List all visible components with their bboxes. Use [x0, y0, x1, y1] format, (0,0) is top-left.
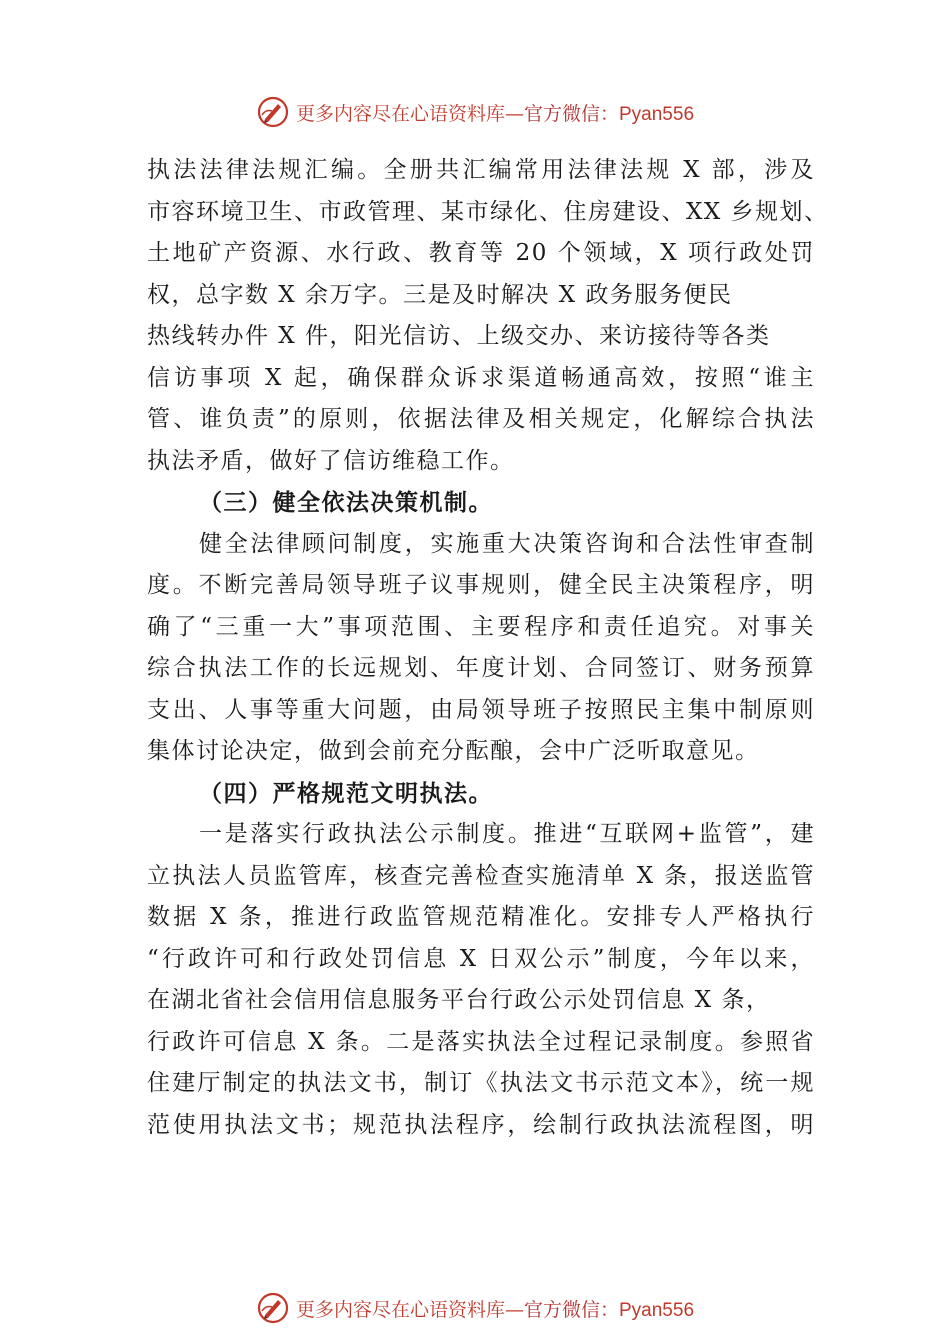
watermark-account: Pyan556: [619, 103, 695, 125]
watermark-main: 更多内容尽在心语资料库: [295, 1298, 505, 1321]
document-body: [147, 150, 829, 1146]
watermark-main: 更多内容尽在心语资料库: [295, 102, 505, 125]
watermark-text: [296, 1295, 694, 1322]
pen-logo-icon: [256, 1291, 290, 1325]
text-line: 健全法律顾问制度，实施重大决策咨询和合法性审查制: [199, 530, 815, 557]
text-line: 综合执法工作的长远规划、年度计划、合同签订、财务预算: [147, 655, 815, 681]
section-heading-4: （四）严格规范文明执法。: [199, 779, 493, 807]
watermark-banner-top: [0, 92, 950, 132]
text-line: 立执法人员监管库，核查完善检查实施清单 X 条，报送监管: [147, 862, 815, 889]
section-heading-3: （三）健全依法决策机制。: [199, 489, 493, 516]
text-line: “行政许可和行政处罚信息 X 日双公示”制度，今年以来，: [147, 945, 815, 972]
text-line: 市容环境卫生、市政管理、某市绿化、住房建设、XX 乡规划、: [147, 198, 829, 225]
text-line: 住建厅制定的执法文书，制订《执法文书示范文本》，统一规: [147, 1070, 815, 1096]
text-line: 在湖北省社会信用信息服务平台行政公示处罚信息 X 条，: [147, 987, 771, 1013]
pen-logo-icon: [256, 95, 290, 129]
watermark-account: Pyan556: [619, 1299, 695, 1321]
text-line: 土地矿产资源、水行政、教育等 20 个领域，X 项行政处罚: [147, 240, 815, 266]
watermark-banner-bottom: [0, 1288, 950, 1328]
watermark-text: [296, 99, 694, 126]
watermark-sub: 官方微信：: [523, 102, 619, 125]
watermark-separator: —: [504, 1298, 524, 1321]
text-line: 信访事项 X 起，确保群众诉求渠道畅通高效，按照“谁主: [147, 364, 815, 391]
text-line: 确了“三重一大”事项范围、主要程序和责任追究。对事关: [147, 613, 815, 640]
text-line: 支出、人事等重大问题，由局领导班子按照民主集中制原则: [147, 696, 815, 723]
text-line: 数据 X 条，推进行政监管规范精准化。安排专人严格执行: [147, 904, 815, 930]
text-line: 行政许可信息 X 条。二是落实执法全过程记录制度。参照省: [147, 1028, 815, 1055]
text-line: 一是落实行政执法公示制度。推进“互联网+监管”，建: [199, 821, 815, 847]
text-line: 执法矛盾，做好了信访维稳工作。: [147, 447, 515, 474]
text-line: 执法法律法规汇编。全册共汇编常用法律法规 X 部，涉及: [147, 157, 815, 183]
watermark-separator: —: [504, 102, 524, 125]
watermark-sub: 官方微信：: [523, 1298, 619, 1321]
text-line: 度。不断完善局领导班子议事规则，健全民主决策程序，明: [147, 572, 815, 598]
text-line: 集体讨论决定，做到会前充分酝酿，会中广泛听取意见。: [147, 738, 760, 764]
text-line: 权，总字数 X 余万字。三是及时解决 X 政务服务便民: [147, 281, 733, 308]
text-line: 热线转办件 X 件，阳光信访、上级交办、来访接待等各类: [147, 323, 771, 349]
text-line: 范使用执法文书；规范执法程序，绘制行政执法流程图，明: [147, 1111, 815, 1138]
text-line: 管、谁负责”的原则，依据法律及相关规定，化解综合执法: [147, 406, 815, 432]
